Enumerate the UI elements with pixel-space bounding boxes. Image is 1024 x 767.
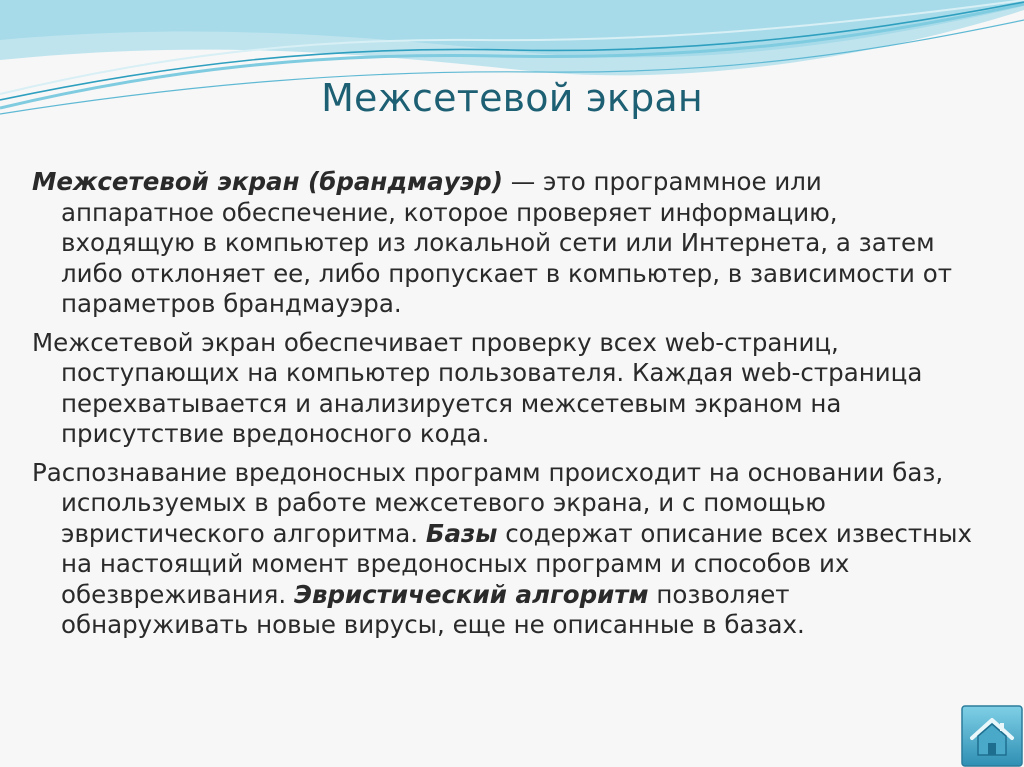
paragraph-definition <box>32 167 972 320</box>
detection-text-3: позволяет обнаруживать новые вирусы, еще не описанные в базах. <box>61 579 805 639</box>
detection-text-2: содержат описание всех известных на настоящий момент вредоносных программ и способов их обезвреживания. <box>61 518 972 609</box>
definition-text: — это программное или аппаратное обеспечение, которое проверяет информацию, входящую в компьютер из локальной сети или Интернета, а затем либо отклоняет ее, либо пропускает в компьютер, в зависимости от параметров брандмауэра. <box>61 167 953 318</box>
term-firewall: Межсетевой экран (брандмауэр) <box>32 167 503 196</box>
web-check-text: Межсетевой экран обеспечивает проверку всех web-страниц, поступающих на компьютер пользователя. Каждая web-страница перехватывается и анализируется межсетевым экраном на присутствие вредоносного кода. <box>32 327 923 448</box>
home-button[interactable] <box>961 705 1023 767</box>
term-bases: Базы <box>425 518 498 548</box>
slide-title: Межсетевой экран <box>321 76 703 120</box>
slide-content <box>32 167 972 649</box>
paragraph-detection <box>32 458 972 641</box>
term-heuristic-algorithm: Эвристический алгоритм <box>293 579 649 609</box>
detection-text-1: Распознавание вредоносных программ происходит на основании баз, используемых в работе межсетевого экрана, и с помощью эвристического алгоритма. <box>32 457 944 548</box>
paragraph-web-check <box>32 328 972 450</box>
home-icon <box>961 705 1023 767</box>
